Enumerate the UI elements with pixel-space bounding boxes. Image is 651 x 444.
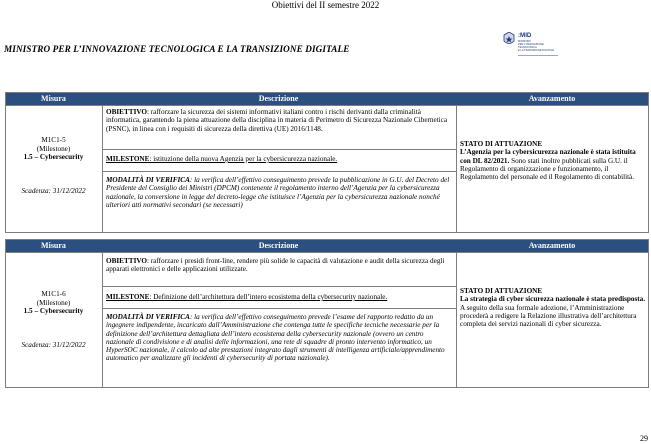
- stato-text: Sono stati inoltre pubblicati sulla G.U. il Regolamento di organizzazione e funzionamento, il Regolamento del personale ed il Regolamento di contabilità.: [460, 156, 635, 182]
- stato-attuazione: [460, 287, 646, 328]
- verifica-label: MODALITÀ DI VERIFICA: [106, 176, 190, 184]
- verifica-body: : la verifica dell’effettivo conseguimento prevede la pubblicazione in G.U. del Decreto del Presidente del Consiglio dei Ministri (DPCM) contenente il regolamento interno dell’Agenzia per la cybersicurezza nazionale, la conversione in legge del decreto-legge che istituisce l’Agenzia per la cybersicurezza nazionale nonché ulteriori atti normativi secondari (se necessari): [106, 176, 450, 209]
- measure-table-1: [5, 92, 649, 233]
- obiettivo-body: : rafforzare i presidi front-line, rendere più solide le capacità di valutazione e audit della sicurezza degli apparati elettronici e delle applicazioni utilizzate.: [106, 257, 445, 274]
- obiettivo-text: [103, 257, 456, 274]
- measure-name: 1.5 – Cybersecurity: [23, 307, 84, 316]
- description-column: [102, 106, 457, 232]
- table-header: [6, 93, 648, 105]
- logo-mark: :MID: [518, 32, 532, 39]
- milestone-label: MILESTONE: [106, 155, 150, 163]
- logo-line: PER L'INNOVAZIONE: [518, 43, 544, 46]
- verifica-body: : la verifica dell’effettivo conseguimento prevede l’esame del rapporto redatto da un ingegnere indipendente, incaricato dall’Amministrazione che contenga tutte le specifiche tecniche necessarie per la definizione dell’architettura dettagliata dell’intero ecosistema della cybersecurity nazionale (ovvero un centro nazionale di condivisione e di analisi delle informazioni, una rete di squadre di pronto intervento informatico, un HyperSOC nazionale, il calcolo ad alte prestazioni integrato dagli strumenti di intelligenza artificiale/apprendimento automatico per analizzare gli incidenti di cybersecurity di portata nazionale).: [106, 313, 445, 363]
- obiettivo-text: [103, 108, 456, 133]
- stato-attuazione: [460, 140, 646, 181]
- measure-name: 1.5 – Cybersecurity: [23, 153, 84, 162]
- logo-line: E LA TRANSIZIONE DIGITALE: [518, 49, 554, 52]
- measure-deadline: Scadenza: 31/12/2022: [21, 341, 86, 349]
- description-column: [102, 253, 457, 387]
- stato-title: STATO DI ATTUAZIONE: [460, 287, 543, 295]
- measure-id: [6, 290, 101, 316]
- header-avanzamento: Avanzamento: [528, 94, 576, 103]
- logo-underline: [518, 55, 558, 56]
- table-header: [6, 240, 648, 252]
- measure-id: [6, 136, 101, 162]
- logo-line: TECNOLOGICA: [518, 46, 537, 49]
- stato-bold: La strategia di cyber sicurezza nazionale è stata predisposta.: [460, 295, 646, 304]
- milestone-body: : Definizione dell’architettura dell’intero ecosistema della cybersecurity nazionale.: [149, 293, 388, 301]
- measure-code: M1C1-5: [41, 136, 66, 144]
- measure-type: (Milestone): [36, 144, 71, 153]
- stato-title: STATO DI ATTUAZIONE: [460, 140, 543, 148]
- verifica-text: [103, 313, 456, 363]
- obiettivo-label: OBIETTIVO: [106, 257, 147, 265]
- measure-code: M1C1-6: [41, 290, 66, 298]
- stato-bold: L’Agenzia per la cybersicurezza nazionale è stata istituita con DL 82/2021.: [460, 148, 636, 165]
- measure-table-2: [5, 239, 649, 388]
- header-descrizione: Descrizione: [258, 241, 299, 250]
- milestone-label: MILESTONE: [106, 293, 150, 301]
- milestone-text: [103, 155, 456, 163]
- header-misura: Misura: [41, 241, 66, 250]
- milestone-text: [103, 293, 456, 301]
- mid-logo: [503, 30, 563, 70]
- page-number: 29: [640, 434, 648, 443]
- measure-deadline: Scadenza: 31/12/2022: [21, 187, 86, 195]
- logo-line: MINISTRO: [518, 40, 531, 43]
- header-avanzamento: Avanzamento: [528, 241, 576, 250]
- document-header-title: Obiettivi del II semestre 2022: [271, 0, 380, 10]
- header-misura: Misura: [41, 94, 66, 103]
- obiettivo-body: : rafforzare la sicurezza dei sistemi informativi italiani contro i rischi derivanti dalla criminalità informatica, garantendo la piena attuazione della disciplina in materia di Perimetro di Sicurezza Nazionale Cibernetica (PSNC), in linea con i requisiti di sicurezza della direttiva (UE) 2016/1148.: [106, 108, 448, 133]
- milestone-body: : istituzione della nuova Agenzia per la cybersicurezza nazionale.: [149, 155, 338, 163]
- measure-type: (Milestone): [36, 298, 71, 307]
- header-descrizione: Descrizione: [258, 94, 299, 103]
- ministry-title: MINISTRO PER L’INNOVAZIONE TECNOLOGICA E LA TRANSIZIONE DIGITALE: [4, 44, 350, 54]
- verifica-label: MODALITÀ DI VERIFICA: [106, 313, 190, 321]
- verifica-text: [103, 176, 456, 209]
- italian-emblem-icon: [503, 32, 515, 46]
- stato-text: A seguito della sua formale adozione, l’Amministrazione procederà a redigere la Relazione illustrativa dell’architettura completa dei servizi nazionali di cyber sicurezza.: [460, 303, 637, 329]
- obiettivo-label: OBIETTIVO: [106, 108, 147, 116]
